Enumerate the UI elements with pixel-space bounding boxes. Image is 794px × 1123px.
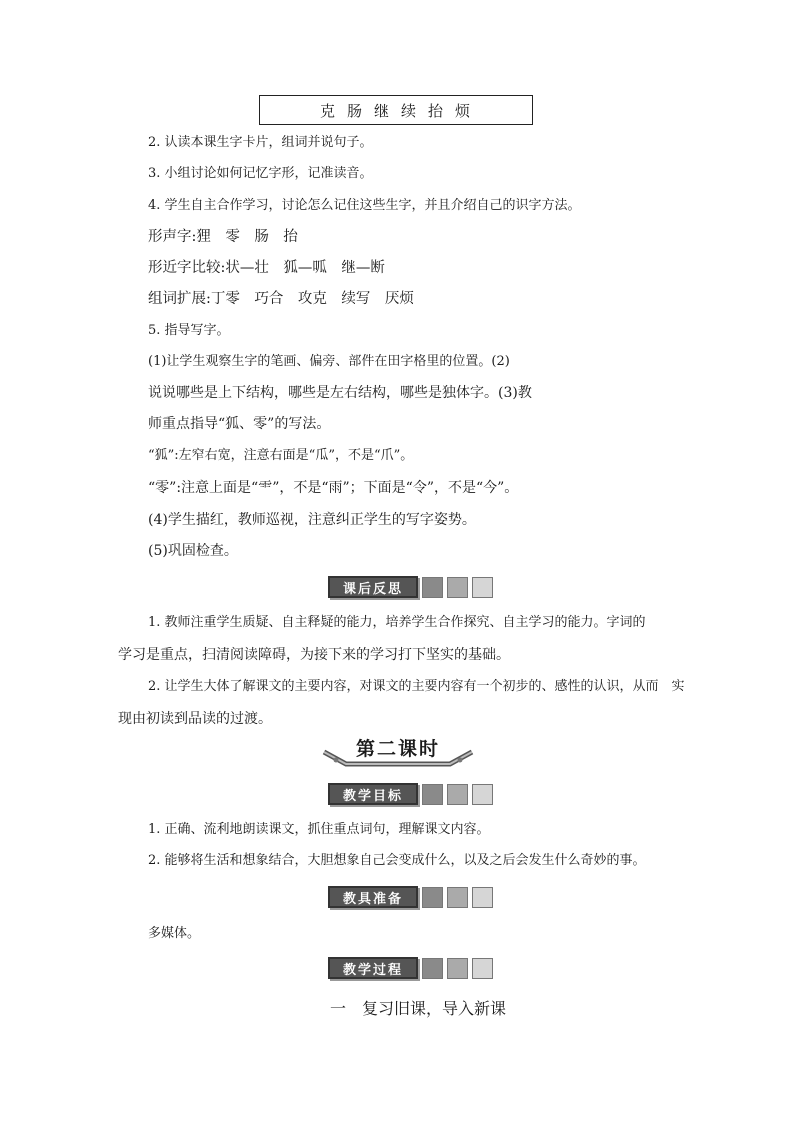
ling-note: “零”:注意上面是“⻗”，不是“雨”；下面是“令”，不是“今”。 [148,480,519,496]
banner-square [447,577,468,598]
banner-process-label: 教学过程 [328,957,418,979]
banner-square [472,577,493,598]
banner-goals-label: 教学目标 [328,783,418,805]
banner-square [447,887,468,908]
step-3-text: 3. 小组讨论如何记忆字形，记准读音。 [148,166,373,181]
tools-text: 多媒体。 [148,926,201,941]
step-5-text: 5. 指导写字。 [148,323,230,338]
reflection-1-line-1: 1. 教师注重学生质疑、自主释疑的能力，培养学生合作探究、自主学习的能力。字词的 [148,615,646,630]
banner-process [328,957,493,979]
banner-tools-label: 教具准备 [328,886,418,908]
similar-chars-line: 形近字比较:状—壮 狐—呱 继—断 [148,260,385,276]
banner-reflection-label: 课后反思 [328,576,418,598]
reflection-2-line-2: 现由初读到品读的过渡。 [118,711,272,727]
writing-guide-3: 师重点指导“狐、零”的写法。 [148,416,331,432]
goal-1: 1. 正确、流利地朗读课文，抓住重点词句，理解课文内容。 [148,822,490,837]
reflection-2-line-1: 2. 让学生大体了解课文的主要内容，对课文的主要内容有一个初步的、感性的认识，从而 实 [148,679,685,694]
banner-tools [328,886,493,908]
banner-square [422,577,443,598]
banner-square [472,887,493,908]
reflection-1-line-2: 学习是重点，扫清阅读障碍，为接下来的学习打下坚实的基础。 [118,647,510,663]
hu-note: “狐”:左窄右宽，注意右面是“瓜”，不是“爪”。 [148,448,414,463]
banner-goals [328,783,493,805]
word-expansion-line: 组词扩展:丁零 巧合 攻克 续写 厌烦 [148,291,414,307]
banner-square [472,784,493,805]
banner-square [447,784,468,805]
writing-guide-5: (5)巩固检查。 [148,543,238,559]
new-characters-box: 克肠继续抬烦 [259,95,533,125]
banner-square [447,958,468,979]
writing-guide-2: 说说哪些是上下结构，哪些是左右结构，哪些是独体字。(3)教 [148,385,532,401]
banner-reflection [328,576,493,598]
banner-square [422,784,443,805]
banner-square [472,958,493,979]
writing-guide-4: (4)学生描红，教师巡视，注意纠正学生的写字姿势。 [148,512,476,528]
lesson-title: 第二课时 [355,737,440,760]
section-heading: 一 复习旧课，导入新课 [330,999,507,1018]
writing-guide-1: (1)让学生观察生字的笔画、偏旁、部件在田字格里的位置。(2) [148,354,510,369]
step-2-text: 2. 认读本课生字卡片，组词并说句子。 [148,135,373,150]
banner-square [422,887,443,908]
banner-square [422,958,443,979]
phonetic-chars-line: 形声字:狸 零 肠 抬 [148,229,298,245]
step-4-text: 4. 学生自主合作学习，讨论怎么记住这些生字，并且介绍自己的识字方法。 [148,198,581,213]
goal-2: 2. 能够将生活和想象结合，大胆想象自己会变成什么，以及之后会发生什么奇妙的事。 [148,853,646,868]
